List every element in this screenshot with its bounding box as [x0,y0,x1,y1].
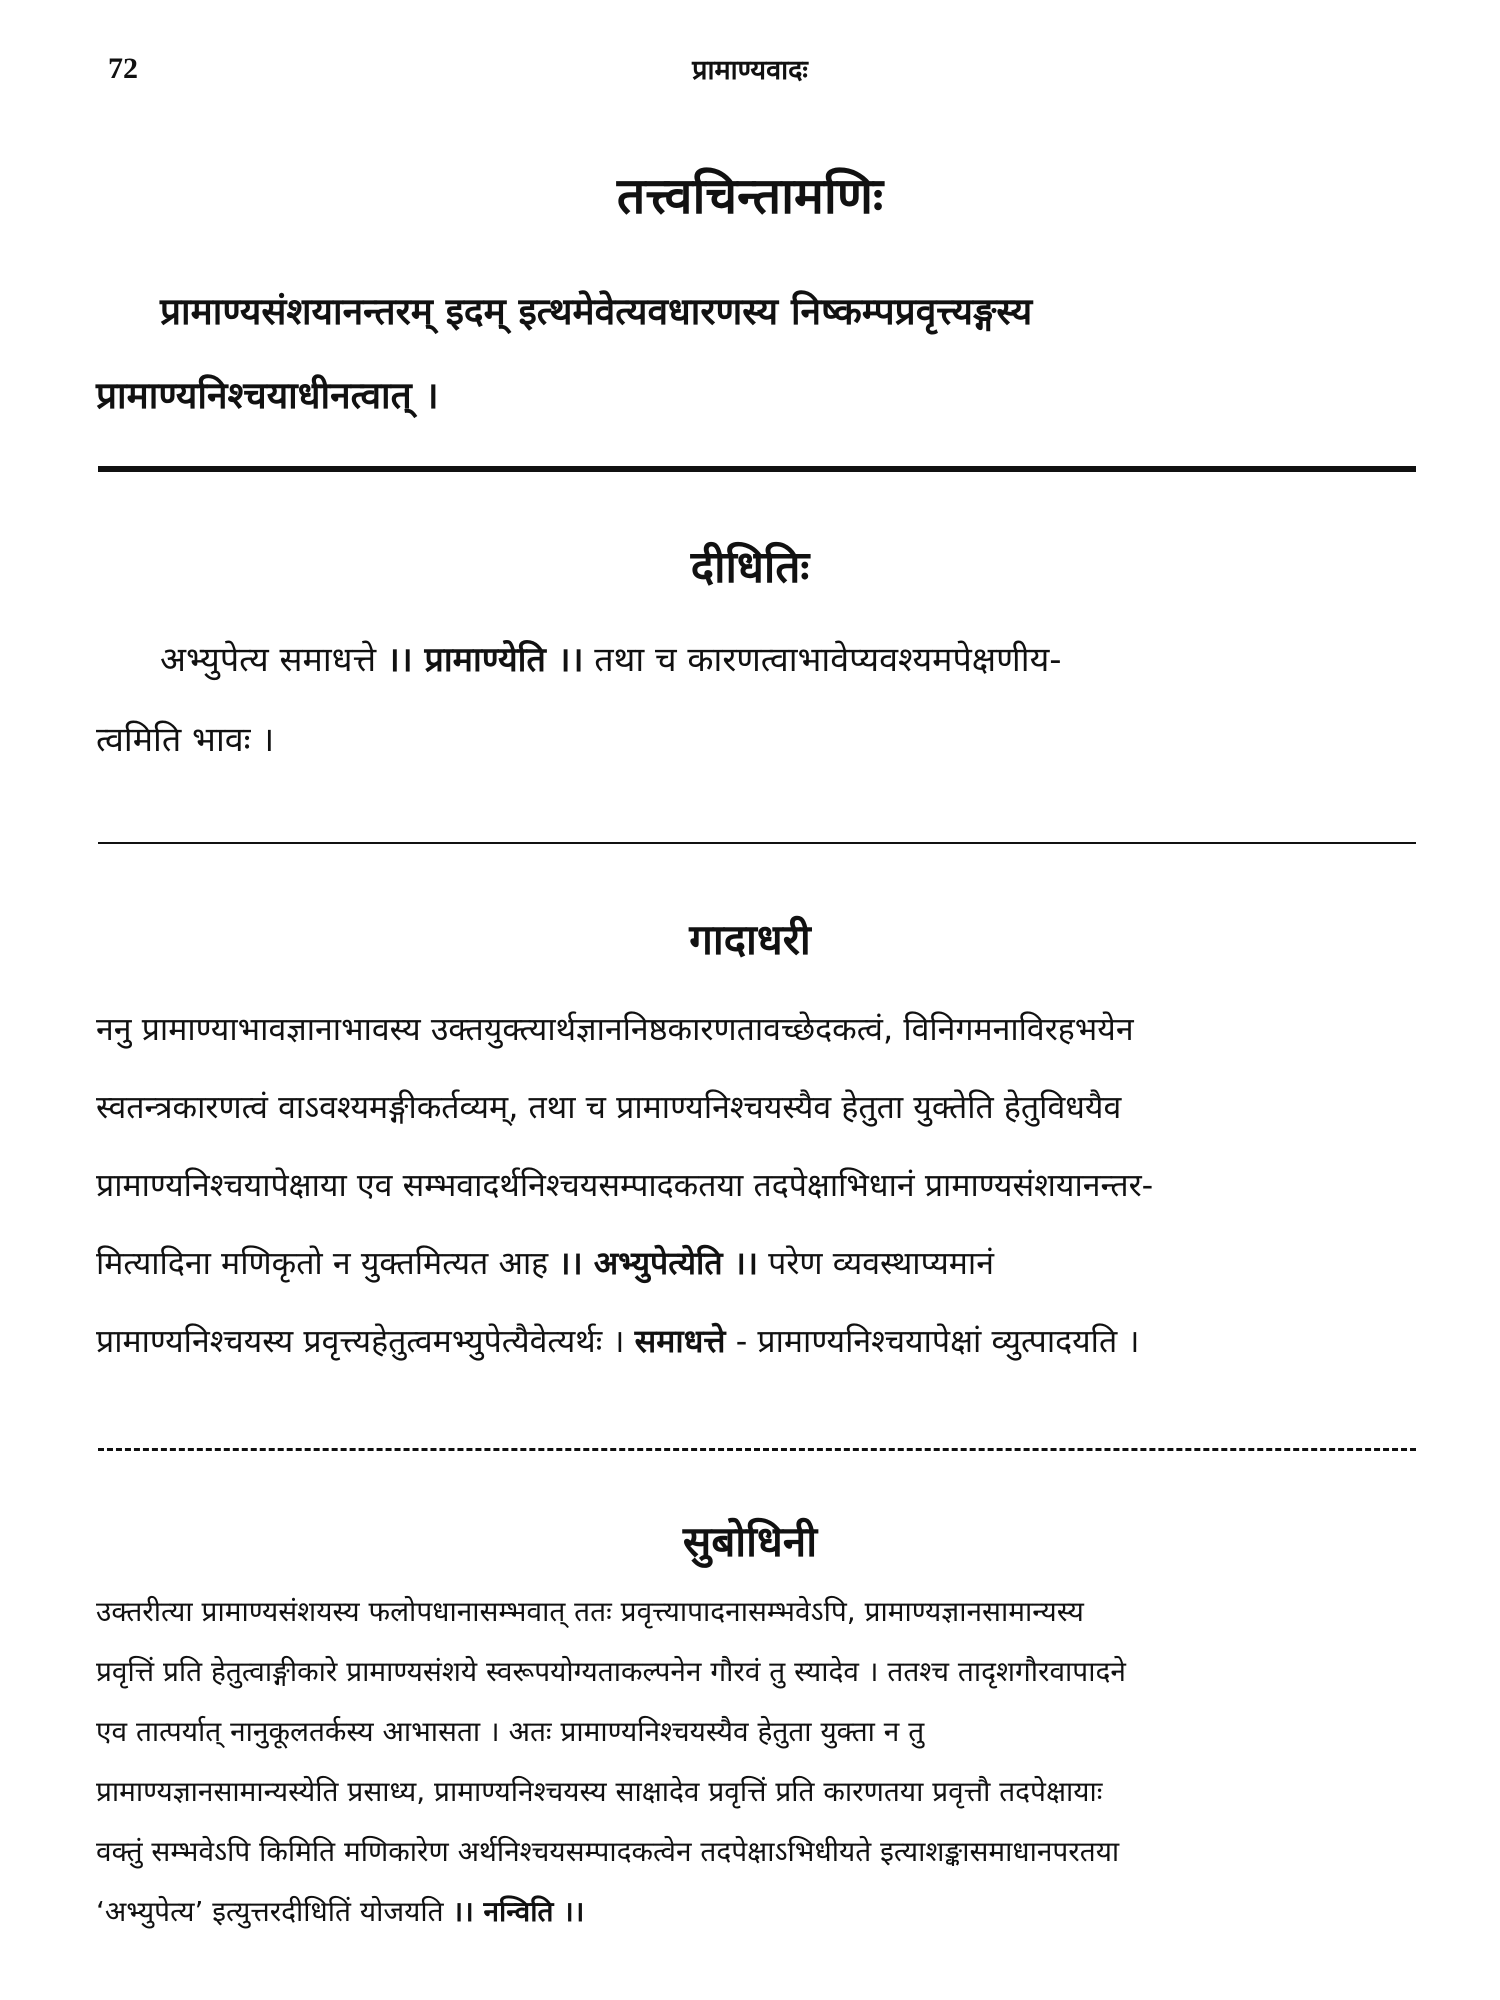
didhiti-text: तथा च कारणत्वाभावेप्यवश्यमपेक्षणीय- [594,640,1062,680]
subodhini-paragraph [96,1582,1414,1942]
didhiti-paragraph [96,620,1414,780]
gadadhari-text: मित्यादिना मणिकृतो न युक्तमित्यत आह [96,1244,549,1282]
gadadhari-text: परेण व्यवस्थाप्यमानं [768,1244,994,1282]
pratika-abhyupetyeti: ।। अभ्युपेत्येति ।। [558,1244,758,1282]
gadadhari-line-4 [96,1224,1414,1302]
subodhini-line-2: प्रवृत्तिं प्रति हेतुत्वाङ्गीकारे प्रामाण्यसंशये स्वरूपयोग्यताकल्पनेन गौरवं तु स्यादेव । ततश्च तादृशगौरवापादने [96,1655,1126,1688]
subodhini-line-1: उक्तरीत्या प्रामाण्यसंशयस्य फलोपधानासम्भवात् ततः प्रवृत्त्यापादनासम्भवेऽपि, प्रामाण्यज्ञानसामान्यस्य [96,1595,1084,1628]
subodhini-line-3: एव तात्पर्यात् नानुकूलतर्कस्य आभासता । अतः प्रामाण्यनिश्चयस्यैव हेतुता युक्ता न तु [96,1715,925,1748]
section-title-subodhini: सुबोधिनी [682,1517,818,1566]
page-number: 72 [108,52,138,85]
section-divider-thick [98,466,1416,472]
running-head: प्रामाण्यवादः [692,55,808,86]
mula-line-1: प्रामाण्यसंशयानन्तरम् इदम् इत्थमेवेत्यवधारणस्य निष्कम्पप्रवृत्त्यङ्गस्य [160,290,1033,333]
didhiti-text: अभ्युपेत्य समाधत्ते [160,640,377,680]
subodhini-line-6 [96,1882,1414,1942]
gadadhari-line-3: प्रामाण्यनिश्चयापेक्षाया एव सम्भवादर्थनिश्चयसम्पादकतया तदपेक्षाभिधानं प्रामाण्यसंशयानन्तर- [96,1166,1154,1204]
mula-paragraph [96,270,1414,438]
section-title-tattvachintamani: तत्त्वचिन्तामणिः [616,167,884,225]
section-title-gadadhari: गादाधरी [689,915,811,964]
pratika-samadhatte: समाधत्ते [634,1322,726,1360]
gadadhari-text: प्रामाण्यनिश्चयस्य प्रवृत्त्यहेतुत्वमभ्युपेत्यैवेत्यर्थः । [96,1322,625,1360]
section-divider-dashed [98,1448,1416,1451]
didhiti-line-2: त्वमिति भावः । [96,720,275,760]
section-title-didhiti: दीधितिः [690,542,810,593]
section-divider-thin [98,842,1416,844]
gadadhari-line-2: स्वतन्त्रकारणत्वं वाऽवश्यमङ्गीकर्तव्यम्, तथा च प्रामाण्यनिश्चयस्यैव हेतुता युक्तेति हेतुविधयैव [96,1088,1122,1126]
gadadhari-line-1: ननु प्रामाण्याभावज्ञानाभावस्य उक्तयुक्त्यार्थज्ञाननिष्ठकारणतावच्छेदकत्वं, विनिगमनाविरहभयेन [96,1010,1134,1048]
subodhini-text: ‘अभ्युपेत्य’ इत्युत्तरदीधितिं योजयति [96,1895,444,1928]
didhiti-line-1 [96,620,1414,700]
gadadhari-paragraph [96,990,1414,1380]
pratika-nanviti: ।। नन्विति ।। [452,1895,585,1928]
subodhini-line-4: प्रामाण्यज्ञानसामान्यस्येति प्रसाध्य, प्रामाण्यनिश्चयस्य साक्षादेव प्रवृत्तिं प्रति कारणतया प्रवृत्तौ तदपेक्षायाः [96,1775,1103,1808]
gadadhari-text: - प्रामाण्यनिश्चयापेक्षां व्युत्पादयति । [735,1322,1140,1360]
gadadhari-line-5 [96,1302,1414,1380]
subodhini-line-5: वक्तुं सम्भवेऽपि किमिति मणिकारेण अर्थनिश्चयसम्पादकत्वेन तदपेक्षाऽभिधीयते इत्याशङ्कासमाधानपरतया [96,1835,1120,1868]
mula-line-2: प्रामाण्यनिश्चयाधीनत्वात् । [96,374,439,417]
pratika-pramanyeti: ।। प्रामाण्येति ।। [386,640,584,680]
